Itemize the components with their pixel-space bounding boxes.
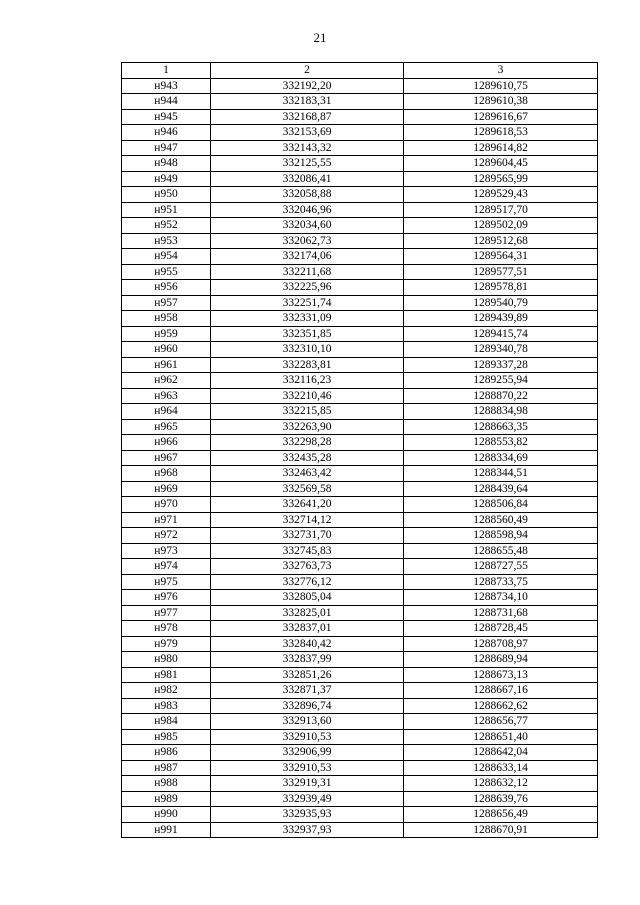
x-coordinate-cell: 332913,60 xyxy=(211,714,404,730)
point-id-cell: н990 xyxy=(122,807,211,823)
y-coordinate-cell: 1289564,31 xyxy=(404,249,598,265)
x-coordinate-cell: 332906,99 xyxy=(211,745,404,761)
y-coordinate-cell: 1288656,77 xyxy=(404,714,598,730)
y-coordinate-cell: 1288651,40 xyxy=(404,729,598,745)
table-row xyxy=(122,156,598,172)
point-id-cell: н963 xyxy=(122,388,211,404)
point-id-cell: н978 xyxy=(122,621,211,637)
y-coordinate-cell: 1288633,14 xyxy=(404,760,598,776)
x-coordinate-cell: 332116,23 xyxy=(211,373,404,389)
table-row xyxy=(122,652,598,668)
y-coordinate-cell: 1289415,74 xyxy=(404,326,598,342)
table-row xyxy=(122,435,598,451)
table-row xyxy=(122,78,598,94)
point-id-cell: н988 xyxy=(122,776,211,792)
x-coordinate-cell: 332251,74 xyxy=(211,295,404,311)
y-coordinate-cell: 1288870,22 xyxy=(404,388,598,404)
point-id-cell: н948 xyxy=(122,156,211,172)
x-coordinate-cell: 332776,12 xyxy=(211,574,404,590)
table-row xyxy=(122,419,598,435)
x-coordinate-cell: 332046,96 xyxy=(211,202,404,218)
x-coordinate-cell: 332168,87 xyxy=(211,109,404,125)
x-coordinate-cell: 332731,70 xyxy=(211,528,404,544)
x-coordinate-cell: 332896,74 xyxy=(211,698,404,714)
y-coordinate-cell: 1289610,38 xyxy=(404,94,598,110)
point-id-cell: н989 xyxy=(122,791,211,807)
x-coordinate-cell: 332125,55 xyxy=(211,156,404,172)
point-id-cell: н975 xyxy=(122,574,211,590)
y-coordinate-cell: 1289340,78 xyxy=(404,342,598,358)
point-id-cell: н987 xyxy=(122,760,211,776)
table-row xyxy=(122,528,598,544)
y-coordinate-cell: 1289512,68 xyxy=(404,233,598,249)
table-row xyxy=(122,605,598,621)
y-coordinate-cell: 1289529,43 xyxy=(404,187,598,203)
table-row xyxy=(122,559,598,575)
table-row xyxy=(122,745,598,761)
y-coordinate-cell: 1288642,04 xyxy=(404,745,598,761)
point-id-cell: н945 xyxy=(122,109,211,125)
x-coordinate-cell: 332641,20 xyxy=(211,497,404,513)
x-coordinate-cell: 332435,28 xyxy=(211,450,404,466)
point-id-cell: н967 xyxy=(122,450,211,466)
table-row xyxy=(122,295,598,311)
table-row xyxy=(122,543,598,559)
table-row xyxy=(122,590,598,606)
point-id-cell: н958 xyxy=(122,311,211,327)
y-coordinate-cell: 1289255,94 xyxy=(404,373,598,389)
x-coordinate-cell: 332569,58 xyxy=(211,481,404,497)
y-coordinate-cell: 1288734,10 xyxy=(404,590,598,606)
table-row xyxy=(122,791,598,807)
point-id-cell: н946 xyxy=(122,125,211,141)
y-coordinate-cell: 1288689,94 xyxy=(404,652,598,668)
y-coordinate-cell: 1288708,97 xyxy=(404,636,598,652)
x-coordinate-cell: 332351,85 xyxy=(211,326,404,342)
y-coordinate-cell: 1288632,12 xyxy=(404,776,598,792)
x-coordinate-cell: 332745,83 xyxy=(211,543,404,559)
y-coordinate-cell: 1288344,51 xyxy=(404,466,598,482)
point-id-cell: н954 xyxy=(122,249,211,265)
x-coordinate-cell: 332871,37 xyxy=(211,683,404,699)
x-coordinate-cell: 332714,12 xyxy=(211,512,404,528)
y-coordinate-cell: 1289502,09 xyxy=(404,218,598,234)
y-coordinate-cell: 1289577,51 xyxy=(404,264,598,280)
table-row xyxy=(122,388,598,404)
header-col-2: 2 xyxy=(211,63,404,79)
y-coordinate-cell: 1288663,35 xyxy=(404,419,598,435)
x-coordinate-cell: 332331,09 xyxy=(211,311,404,327)
point-id-cell: н950 xyxy=(122,187,211,203)
table-row xyxy=(122,776,598,792)
x-coordinate-cell: 332851,26 xyxy=(211,667,404,683)
point-id-cell: н947 xyxy=(122,140,211,156)
y-coordinate-cell: 1289517,70 xyxy=(404,202,598,218)
point-id-cell: н964 xyxy=(122,404,211,420)
table-row xyxy=(122,636,598,652)
table-row xyxy=(122,249,598,265)
table-row xyxy=(122,125,598,141)
table-row xyxy=(122,187,598,203)
x-coordinate-cell: 332463,42 xyxy=(211,466,404,482)
point-id-cell: н971 xyxy=(122,512,211,528)
y-coordinate-cell: 1289565,99 xyxy=(404,171,598,187)
x-coordinate-cell: 332825,01 xyxy=(211,605,404,621)
table-row xyxy=(122,233,598,249)
y-coordinate-cell: 1288655,48 xyxy=(404,543,598,559)
point-id-cell: н986 xyxy=(122,745,211,761)
point-id-cell: н949 xyxy=(122,171,211,187)
y-coordinate-cell: 1288667,16 xyxy=(404,683,598,699)
table-row xyxy=(122,342,598,358)
x-coordinate-cell: 332153,69 xyxy=(211,125,404,141)
table-row xyxy=(122,698,598,714)
table-row xyxy=(122,466,598,482)
x-coordinate-cell: 332910,53 xyxy=(211,760,404,776)
table-row xyxy=(122,497,598,513)
x-coordinate-cell: 332939,49 xyxy=(211,791,404,807)
point-id-cell: н977 xyxy=(122,605,211,621)
x-coordinate-cell: 332086,41 xyxy=(211,171,404,187)
point-id-cell: н951 xyxy=(122,202,211,218)
x-coordinate-cell: 332215,85 xyxy=(211,404,404,420)
table-row xyxy=(122,109,598,125)
point-id-cell: н976 xyxy=(122,590,211,606)
x-coordinate-cell: 332298,28 xyxy=(211,435,404,451)
x-coordinate-cell: 332935,93 xyxy=(211,807,404,823)
y-coordinate-cell: 1289439,89 xyxy=(404,311,598,327)
x-coordinate-cell: 332283,81 xyxy=(211,357,404,373)
table-row xyxy=(122,404,598,420)
x-coordinate-cell: 332211,68 xyxy=(211,264,404,280)
point-id-cell: н979 xyxy=(122,636,211,652)
y-coordinate-cell: 1288639,76 xyxy=(404,791,598,807)
point-id-cell: н957 xyxy=(122,295,211,311)
y-coordinate-cell: 1289616,67 xyxy=(404,109,598,125)
x-coordinate-cell: 332310,10 xyxy=(211,342,404,358)
point-id-cell: н984 xyxy=(122,714,211,730)
y-coordinate-cell: 1288731,68 xyxy=(404,605,598,621)
table-row xyxy=(122,481,598,497)
table-row xyxy=(122,264,598,280)
table-row xyxy=(122,822,598,838)
point-id-cell: н991 xyxy=(122,822,211,838)
x-coordinate-cell: 332034,60 xyxy=(211,218,404,234)
header-col-1: 1 xyxy=(122,63,211,79)
point-id-cell: н981 xyxy=(122,667,211,683)
point-id-cell: н982 xyxy=(122,683,211,699)
table-row xyxy=(122,450,598,466)
y-coordinate-cell: 1288439,64 xyxy=(404,481,598,497)
x-coordinate-cell: 332183,31 xyxy=(211,94,404,110)
point-id-cell: н959 xyxy=(122,326,211,342)
table-row xyxy=(122,714,598,730)
point-id-cell: н956 xyxy=(122,280,211,296)
y-coordinate-cell: 1288662,62 xyxy=(404,698,598,714)
point-id-cell: н943 xyxy=(122,78,211,94)
table-row xyxy=(122,280,598,296)
table-body xyxy=(122,78,598,838)
table-row xyxy=(122,512,598,528)
y-coordinate-cell: 1288733,75 xyxy=(404,574,598,590)
table-row xyxy=(122,807,598,823)
x-coordinate-cell: 332210,46 xyxy=(211,388,404,404)
y-coordinate-cell: 1288673,13 xyxy=(404,667,598,683)
y-coordinate-cell: 1289578,81 xyxy=(404,280,598,296)
y-coordinate-cell: 1288728,45 xyxy=(404,621,598,637)
y-coordinate-cell: 1289540,79 xyxy=(404,295,598,311)
table-row xyxy=(122,574,598,590)
x-coordinate-cell: 332805,04 xyxy=(211,590,404,606)
table-row xyxy=(122,311,598,327)
y-coordinate-cell: 1288334,69 xyxy=(404,450,598,466)
coordinates-table xyxy=(121,62,598,838)
x-coordinate-cell: 332837,01 xyxy=(211,621,404,637)
x-coordinate-cell: 332058,88 xyxy=(211,187,404,203)
table-row xyxy=(122,218,598,234)
point-id-cell: н968 xyxy=(122,466,211,482)
table-row xyxy=(122,171,598,187)
x-coordinate-cell: 332919,31 xyxy=(211,776,404,792)
x-coordinate-cell: 332143,32 xyxy=(211,140,404,156)
x-coordinate-cell: 332837,99 xyxy=(211,652,404,668)
point-id-cell: н970 xyxy=(122,497,211,513)
point-id-cell: н953 xyxy=(122,233,211,249)
y-coordinate-cell: 1289604,45 xyxy=(404,156,598,172)
header-col-3: 3 xyxy=(404,63,598,79)
y-coordinate-cell: 1289614,82 xyxy=(404,140,598,156)
table-row xyxy=(122,94,598,110)
x-coordinate-cell: 332910,53 xyxy=(211,729,404,745)
table-row xyxy=(122,373,598,389)
table-row xyxy=(122,202,598,218)
x-coordinate-cell: 332263,90 xyxy=(211,419,404,435)
point-id-cell: н973 xyxy=(122,543,211,559)
point-id-cell: н944 xyxy=(122,94,211,110)
point-id-cell: н965 xyxy=(122,419,211,435)
table-row xyxy=(122,729,598,745)
point-id-cell: н969 xyxy=(122,481,211,497)
table-row xyxy=(122,667,598,683)
header-row xyxy=(122,63,598,79)
x-coordinate-cell: 332840,42 xyxy=(211,636,404,652)
point-id-cell: н974 xyxy=(122,559,211,575)
point-id-cell: н985 xyxy=(122,729,211,745)
y-coordinate-cell: 1288656,49 xyxy=(404,807,598,823)
y-coordinate-cell: 1288598,94 xyxy=(404,528,598,544)
point-id-cell: н980 xyxy=(122,652,211,668)
y-coordinate-cell: 1288670,91 xyxy=(404,822,598,838)
x-coordinate-cell: 332937,93 xyxy=(211,822,404,838)
table-row xyxy=(122,140,598,156)
y-coordinate-cell: 1288506,84 xyxy=(404,497,598,513)
y-coordinate-cell: 1289337,28 xyxy=(404,357,598,373)
y-coordinate-cell: 1288834,98 xyxy=(404,404,598,420)
point-id-cell: н955 xyxy=(122,264,211,280)
point-id-cell: н960 xyxy=(122,342,211,358)
y-coordinate-cell: 1288553,82 xyxy=(404,435,598,451)
page-number: 21 xyxy=(313,30,327,45)
point-id-cell: н961 xyxy=(122,357,211,373)
x-coordinate-cell: 332763,73 xyxy=(211,559,404,575)
table-row xyxy=(122,683,598,699)
table-row xyxy=(122,357,598,373)
point-id-cell: н962 xyxy=(122,373,211,389)
table-row xyxy=(122,621,598,637)
y-coordinate-cell: 1289618,53 xyxy=(404,125,598,141)
table-row xyxy=(122,760,598,776)
x-coordinate-cell: 332062,73 xyxy=(211,233,404,249)
y-coordinate-cell: 1288727,55 xyxy=(404,559,598,575)
x-coordinate-cell: 332225,96 xyxy=(211,280,404,296)
point-id-cell: н966 xyxy=(122,435,211,451)
point-id-cell: н983 xyxy=(122,698,211,714)
y-coordinate-cell: 1288560,49 xyxy=(404,512,598,528)
y-coordinate-cell: 1289610,75 xyxy=(404,78,598,94)
table-header xyxy=(122,63,598,79)
point-id-cell: н952 xyxy=(122,218,211,234)
x-coordinate-cell: 332192,20 xyxy=(211,78,404,94)
point-id-cell: н972 xyxy=(122,528,211,544)
x-coordinate-cell: 332174,06 xyxy=(211,249,404,265)
table-row xyxy=(122,326,598,342)
